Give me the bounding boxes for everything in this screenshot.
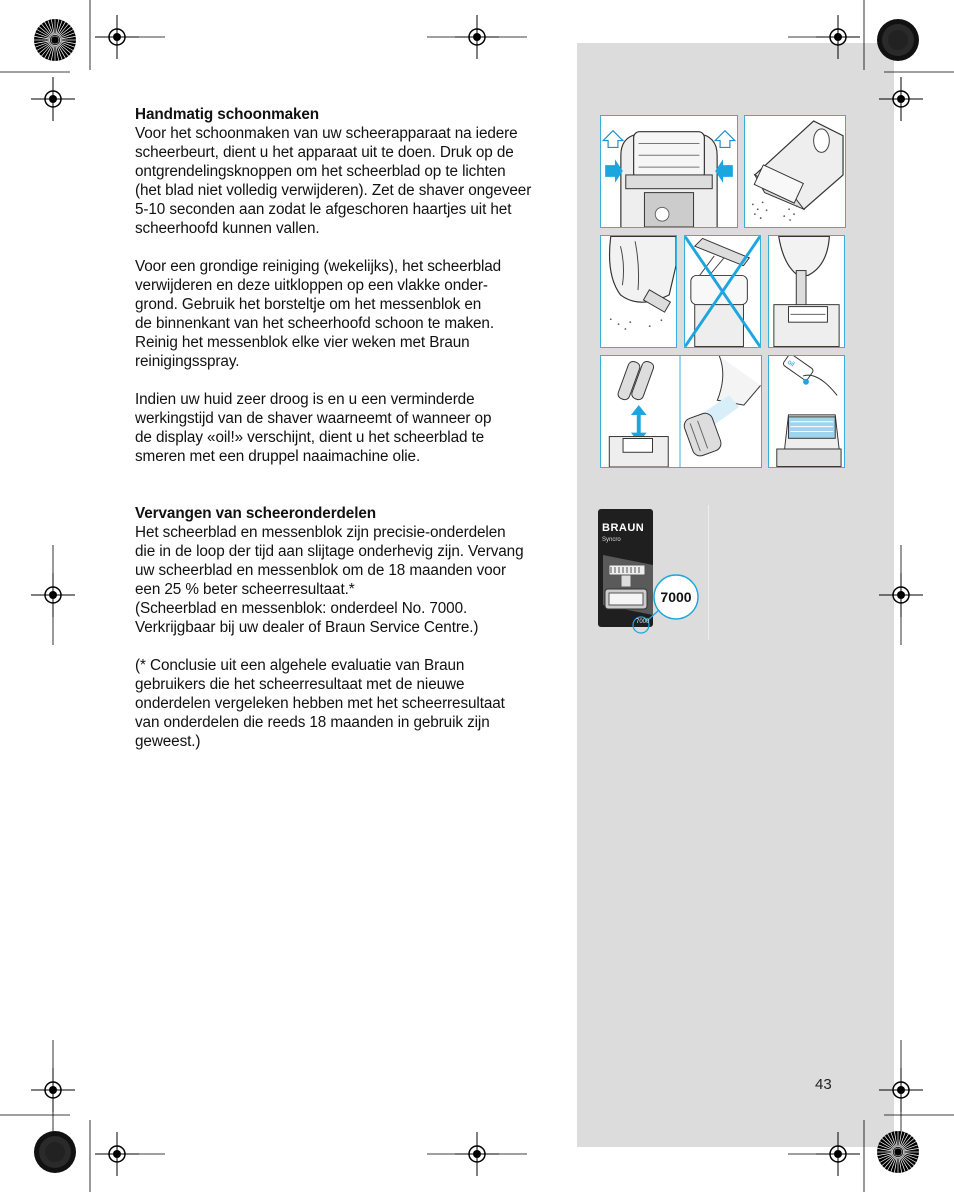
heading-manual-cleaning: Handmatig schoonmaken (135, 106, 320, 123)
paragraph-footnote: (* Conclusie uit een algehele evaluatie van Braun gebruikers die het scheerresultaat met de nieuwe onderdelen vergeleken hebben met het scheerresultaat van onderdelen die reeds 18 maanden in gebruik zijn geweest.) (135, 657, 505, 750)
heading-replacing-parts: Vervangen van scheeronderdelen (135, 505, 377, 522)
paragraph-oil-foil: Indien uw huid zeer droog is en u een verminderde werkingstijd van de shaver waarneemt of wanneer op de display «oil!» verschijnt, dient u het scheerblad te smeren met een druppel naaimachine olie. (135, 391, 492, 465)
pack-model: Syncro (602, 537, 621, 543)
part-number-callout: 7000 (660, 589, 692, 605)
pack-brand: BRAUN (602, 522, 645, 534)
paragraph-thorough-cleaning: Voor een grondige reiniging (wekelijks), het scheerblad verwijderen en deze uitkloppen op een vlakke onder- grond. Gebruik het borsteltje om het messenblok en de binnenkant van het scheerhoofd schoon te maken. Reinig het messenblok elke vier weken met Braun reinigingsspray. (135, 258, 502, 370)
page-number: 43 (815, 1076, 832, 1093)
pack-part-number-small: 7000 (636, 619, 650, 625)
oil-label: oil (785, 358, 796, 369)
paragraph-replacement-info: Het scheerblad en messenblok zijn precisie-onderdelen die in de loop der tijd aan slijtage onderhevig zijn. Vervang uw scheerblad en messenblok om de 18 maanden voor een 25 % beter scheerresultaat.* (Scheerblad en messenblok: onderdeel No. 7000. Verkrijgbaar bij uw dealer of Braun Service Centre.) (135, 524, 524, 636)
sunburst-mark-top-left (33, 18, 77, 62)
sunburst-mark-bottom-right (876, 1130, 920, 1174)
sunburst-mark-top-right (876, 18, 920, 62)
sunburst-mark-bottom-left (33, 1130, 77, 1174)
paragraph-cleaning-after-shave: Voor het schoonmaken van uw scheerapparaat na iedere scheerbeurt, dient u het apparaat uit te doen. Druk op de ontgrendelingsknoppen om het scheerblad op te lichten (het blad niet volledig verwijderen). Zet de shaver ongeveer 5-10 seconden aan zodat le afgeschoren haartjes uit het scheerhoofd kunnen vallen. (135, 125, 532, 237)
